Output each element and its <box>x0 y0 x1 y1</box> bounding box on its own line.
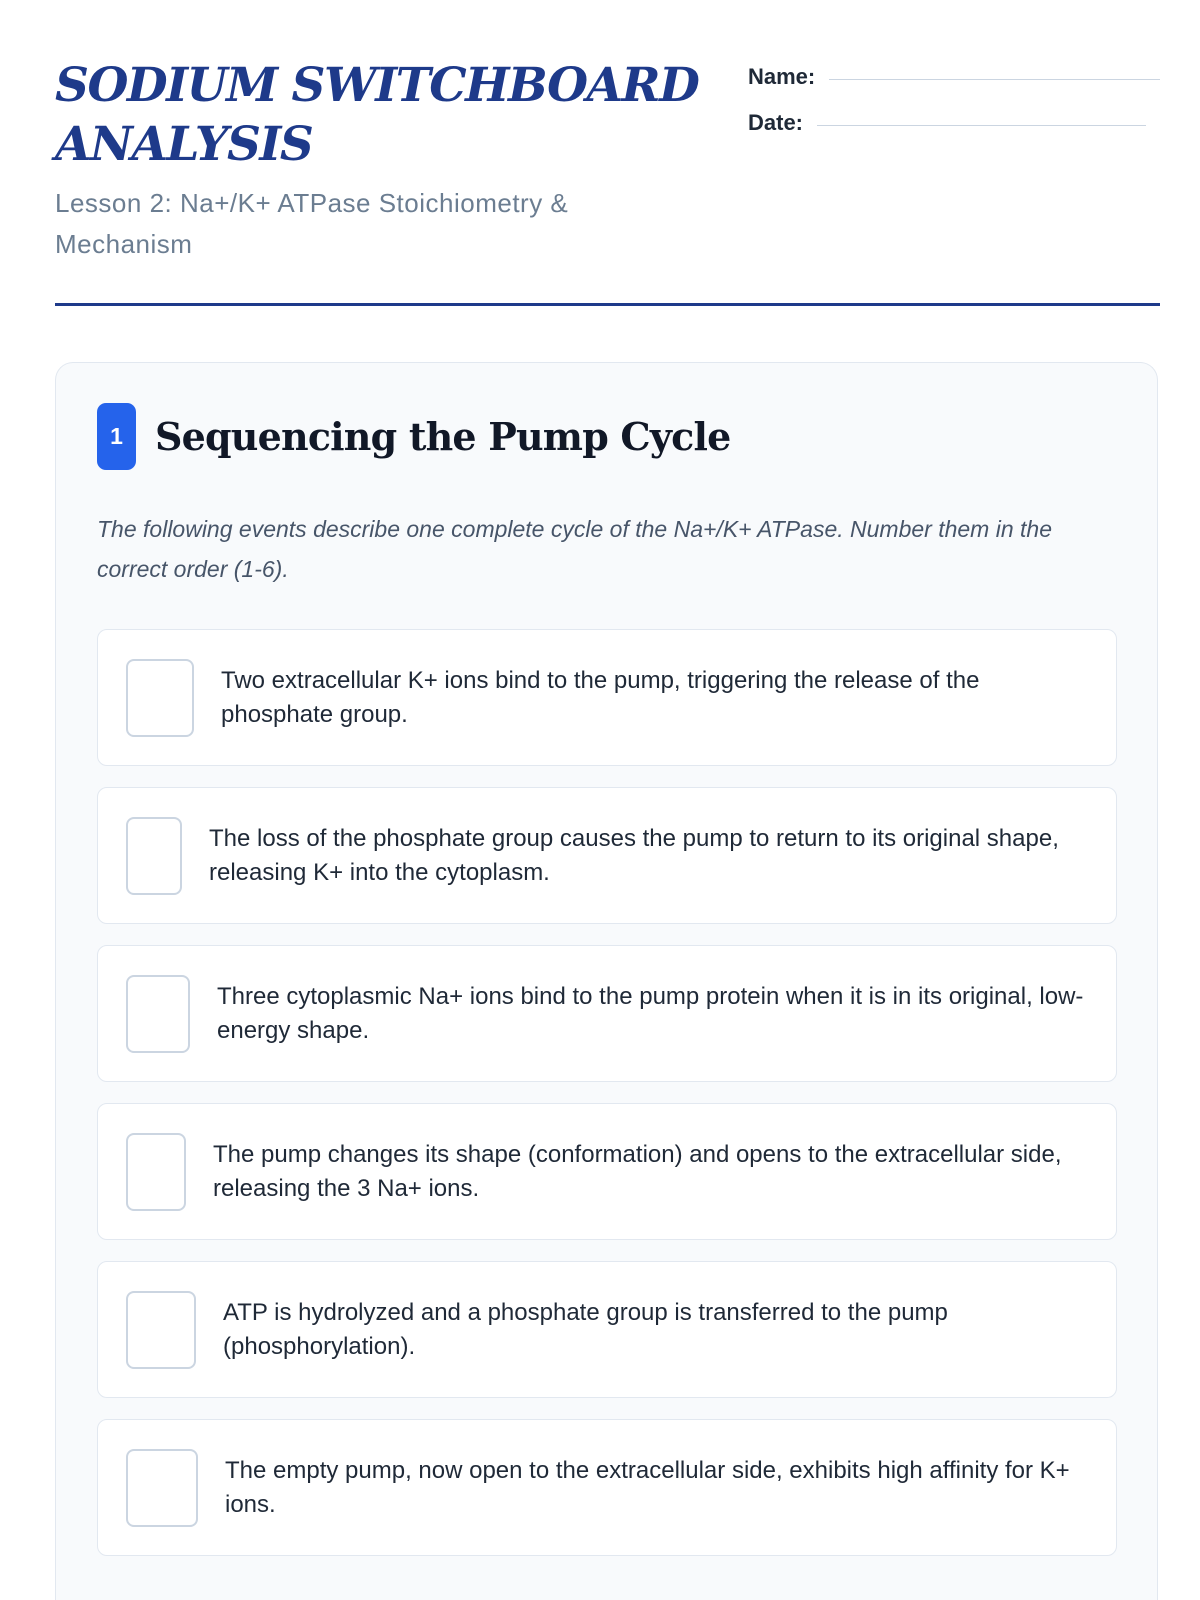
lesson-subtitle: Lesson 2: Na+/K+ ATPase Stoichiometry & Mechanism <box>55 188 569 259</box>
order-number-box[interactable] <box>126 1449 198 1527</box>
step-text: The pump changes its shape (conformation) and opens to the extracellular side, releasing the 3 Na+ ions. <box>213 1140 1062 1202</box>
order-number-box[interactable] <box>126 817 182 895</box>
order-number-box[interactable] <box>126 1133 186 1211</box>
section-card <box>55 362 1158 1600</box>
step-text: Three cytoplasmic Na+ ions bind to the pump protein when it is in its original, low-energy shape. <box>217 982 1084 1044</box>
date-field[interactable] <box>817 125 1146 126</box>
worksheet-title: SODIUM SWITCHBOARD ANALYSIS <box>55 58 699 172</box>
section-number-badge: 1 <box>97 403 136 470</box>
header-divider <box>55 303 1160 306</box>
section-title: Sequencing the Pump Cycle <box>155 414 731 459</box>
step-item <box>97 629 1117 766</box>
step-item <box>97 787 1117 924</box>
student-info <box>748 54 1160 146</box>
name-field[interactable] <box>829 79 1160 80</box>
name-label: Name: <box>748 64 816 89</box>
section-heading <box>97 403 731 470</box>
order-number-box[interactable] <box>126 659 194 737</box>
step-text: The loss of the phosphate group causes the pump to return to its original shape, releasing K+ into the cytoplasm. <box>209 824 1059 886</box>
date-row <box>748 100 1160 146</box>
worksheet-page <box>55 0 1160 1518</box>
step-item <box>97 1419 1117 1556</box>
step-item <box>97 1103 1117 1240</box>
order-number-box[interactable] <box>126 975 190 1053</box>
step-item <box>97 945 1117 1082</box>
section-instructions: The following events describe one complete cycle of the Na+/K+ ATPase. Number them in the correct order (1-6). <box>97 516 1052 582</box>
date-label: Date: <box>748 110 804 135</box>
step-item <box>97 1261 1117 1398</box>
order-number-box[interactable] <box>126 1291 196 1369</box>
step-text: Two extracellular K+ ions bind to the pump, triggering the release of the phosphate group. <box>221 666 980 728</box>
step-list <box>97 629 1117 1577</box>
step-text: ATP is hydrolyzed and a phosphate group is transferred to the pump (phosphorylation). <box>223 1298 948 1360</box>
name-row <box>748 54 1160 100</box>
step-text: The empty pump, now open to the extracellular side, exhibits high affinity for K+ ions. <box>225 1456 1070 1518</box>
worksheet-header <box>55 0 1160 306</box>
